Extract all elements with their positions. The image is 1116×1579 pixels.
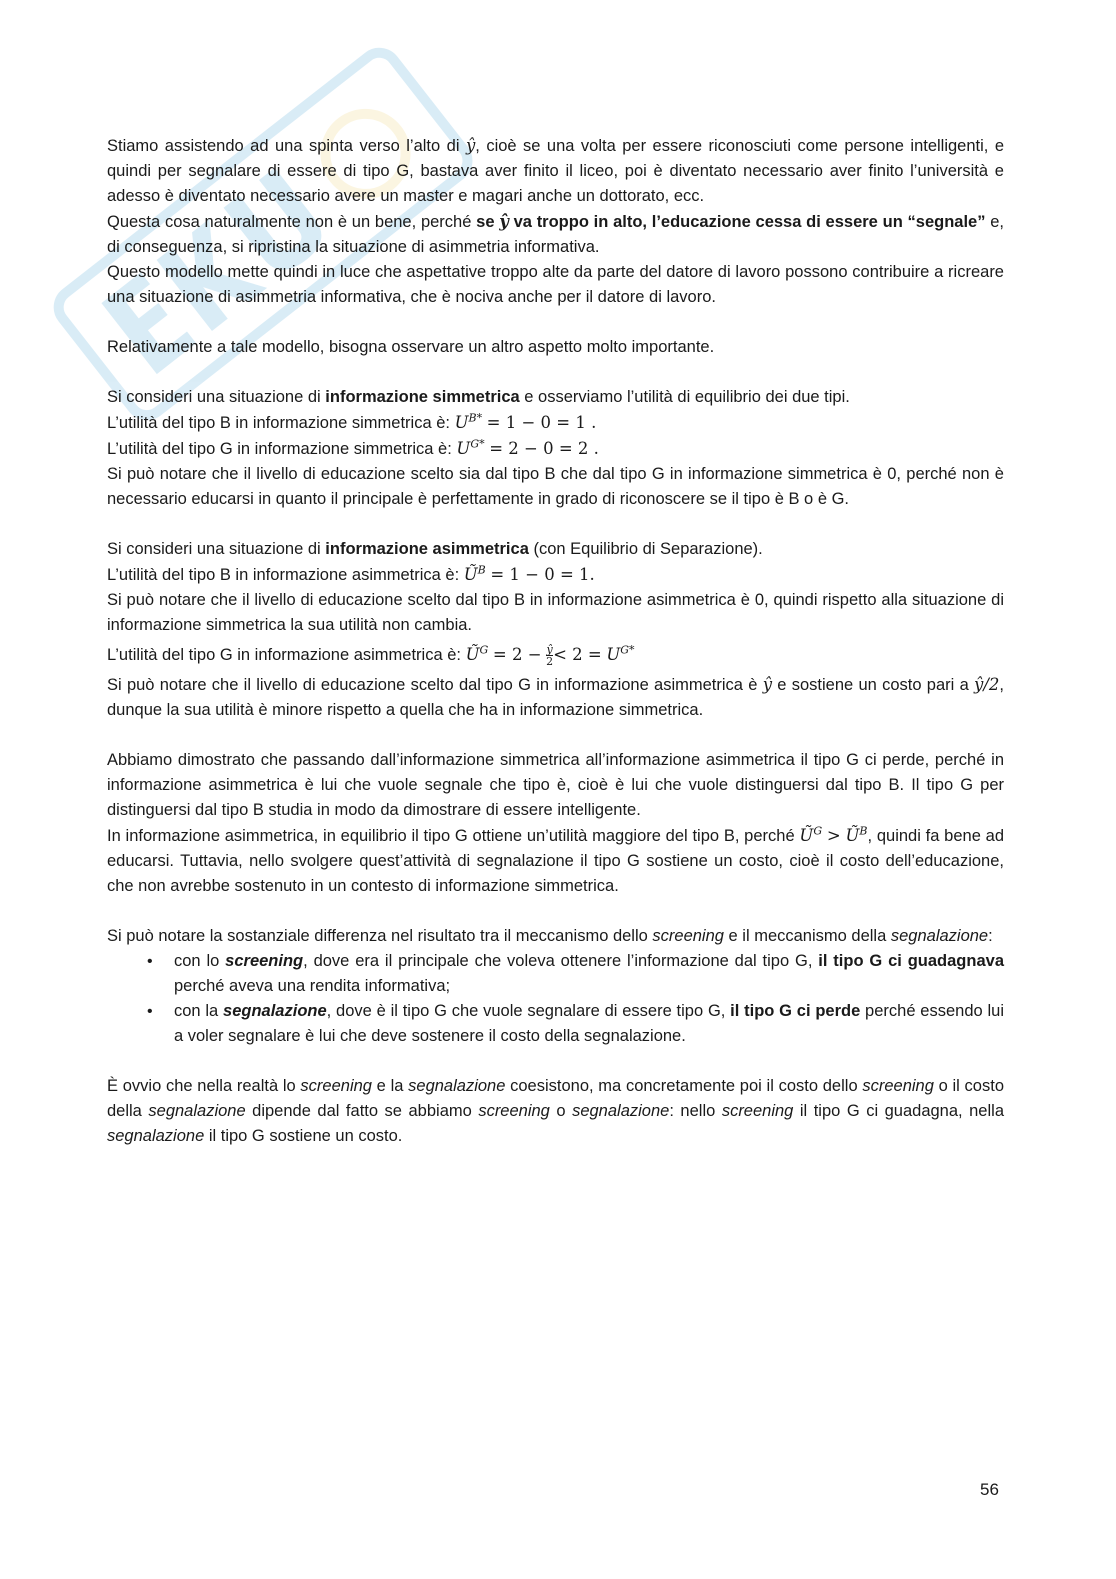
list-item: • con lo screening, dove era il principale che voleva ottenere l’informazione dal tipo G, il tipo G ci guadagnava perché aveva una rendita informativa;	[174, 949, 1004, 999]
utility-g-symmetric: L’utilità del tipo G in informazione simmetrica è: $U^{G*} = 2 - 0 = 2$ .	[107, 437, 599, 458]
paragraph-demonstration: Abbiamo dimostrato che passando dall’informazione simmetrica all’informazione asimmetrica il tipo G ci perde, perché in informazione asimmetrica è lui che vuole segnale che tipo è, cioè è lui che vuole distinguersi dal tipo B. Il tipo G per distinguersi dal tipo B studia in modo da dimostrare di essere intelligente.	[107, 751, 1004, 819]
paragraph-asymmetric-note-g: Si può notare che il livello di educazione scelto dal tipo G in informazione asimmetrica è ŷ e sostiene un costo pari a ŷ/2, dunque la sua utilità è minore rispetto a quella che ha in informazione simmetrica.	[107, 675, 1005, 719]
fraction-yhat-over-2: $\frac{ŷ}{2}$	[546, 643, 554, 669]
utility-b-asymmetric: L’utilità del tipo B in informazione asimmetrica è: $Ũ^B = 1 - 0 = 1$.	[107, 563, 595, 584]
paragraph-symmetric-intro: Si consideri una situazione di informazione simmetrica e osserviamo l’utilità di equilibrio dei due tipi.	[107, 388, 850, 406]
page-body	[107, 133, 1004, 1149]
paragraph-asymmetric-intro: Si consideri una situazione di informazione asimmetrica (con Equilibrio di Separazione).	[107, 540, 763, 558]
paragraph-asymmetric-note-b: Si può notare che il livello di educazione scelto dal tipo B in informazione asimmetrica è 0, quindi rispetto alla situazione di informazione simmetrica la sua utilità non cambia.	[107, 591, 1004, 634]
paragraph-model: Questo modello mette quindi in luce che aspettative troppo alte da parte del datore di lavoro possono contribuire a ricreare una situazione di asimmetria informativa, che è nociva anche per il datore di lavoro.	[107, 263, 1004, 306]
paragraph-intro: Stiamo assistendo ad una spinta verso l’alto di ŷ, cioè se una volta per essere riconosciuti come persone intelligenti, e quindi per segnalare di essere di tipo G, bastava aver finito il liceo, poi è diventato necessario aver finito l’università e adesso è diventato necessario avere un master e magari anche un dottorato, ecc.	[107, 136, 1005, 205]
list-item: • con la segnalazione, dove è il tipo G che vuole segnalare di essere tipo G, il tipo G ci perde perché essendo lui a voler segnalare è lui che deve sostenere il costo della segnalazione.	[174, 999, 1004, 1049]
paragraph-symmetric-note: Si può notare che il livello di educazione scelto sia dal tipo B che dal tipo G in informazione simmetrica è 0, perché non è necessario educarsi in quanto il principale è perfettamente in grado di riconoscere se il tipo è B o è G.	[107, 465, 1004, 508]
page-number: 56	[980, 1480, 999, 1499]
paragraph-consequence: Questa cosa naturalmente non è un bene, perché se ŷ va troppo in alto, l’educazione cessa di essere un “segnale” e, di conseguenza, si ripristina la situazione di asimmetria informativa.	[107, 212, 1004, 256]
paragraph-equilibrium: In informazione asimmetrica, in equilibrio il tipo G ottiene un’utilità maggiore del tipo B, perché $Ũ^G$ > $Ũ^B$, quindi fa bene ad educarsi. Tuttavia, nello svolgere quest’attività di segnalazione il tipo G sostiene un costo, cioè il costo dell’educazione, che non avrebbe sostenuto in un contesto di informazione simmetrica.	[107, 824, 1005, 895]
paragraph-observation: Relativamente a tale modello, bisogna osservare un altro aspetto molto importante.	[107, 338, 715, 356]
bullet-list	[107, 949, 1004, 1049]
utility-g-asymmetric: L’utilità del tipo G in informazione asimmetrica è: $Ũ^G = 2$ − $\frac{ŷ}{2}$ < $2 = U^{G*}$	[107, 643, 635, 669]
paragraph-difference: Si può notare la sostanziale differenza nel risultato tra il meccanismo dello screening e il meccanismo della segnalazione:	[107, 927, 993, 945]
paragraph-conclusion: È ovvio che nella realtà lo screening e la segnalazione coesistono, ma concretamente poi il costo dello screening o il costo della segnalazione dipende dal fatto se abbiamo screening o segnalazione: nello screening il tipo G ci guadagna, nella segnalazione il tipo G sostiene un costo.	[107, 1077, 1004, 1145]
utility-b-symmetric: L’utilità del tipo B in informazione simmetrica è: $U^{B*} = 1 - 0 = 1$ .	[107, 411, 597, 432]
